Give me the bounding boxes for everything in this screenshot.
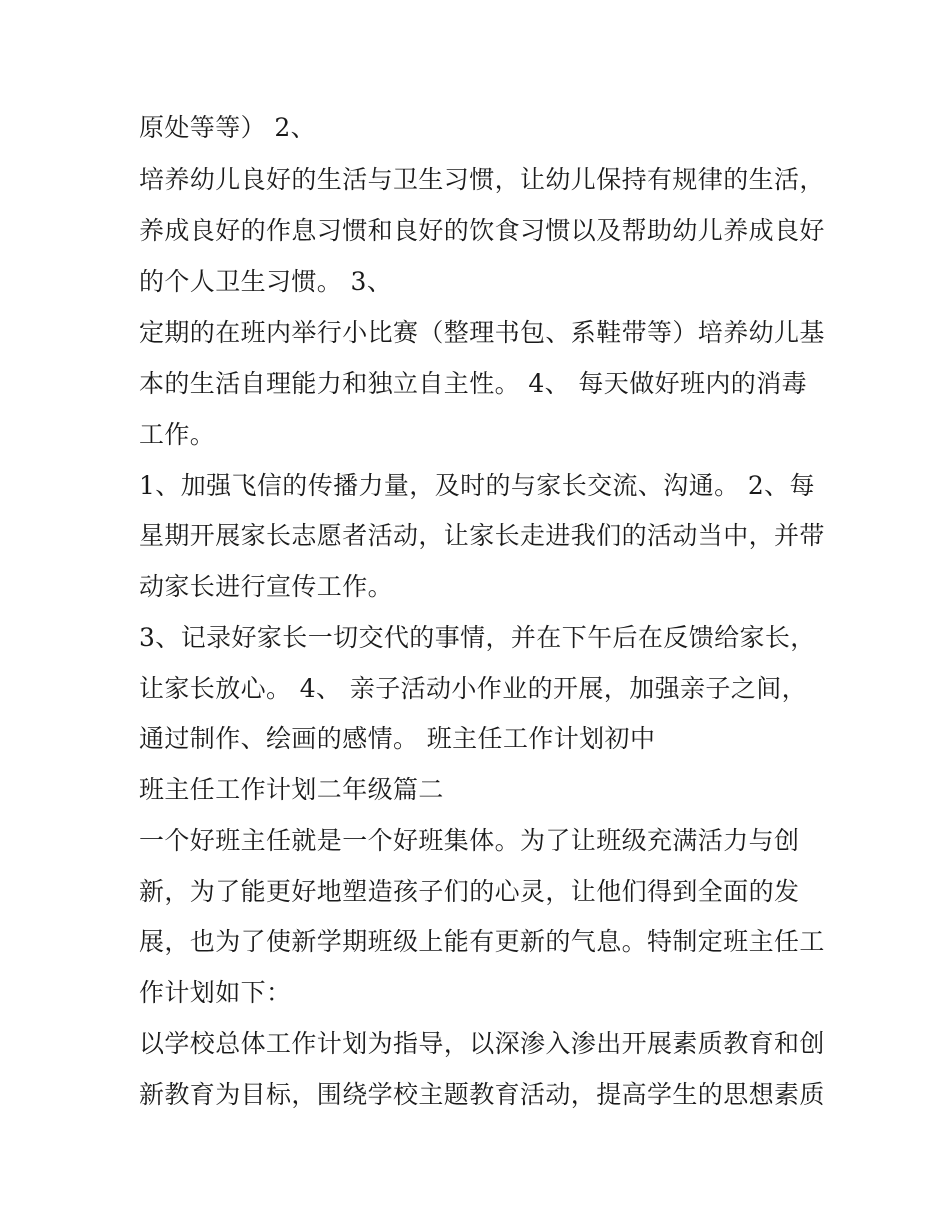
text-line-4: 的个人卫生习惯。 3、 [139,267,393,296]
text-line-18: 作计划如下： [139,978,292,1007]
text-line-15: 一个好班主任就是一个好班集体。为了让班级充满活力与创 [139,826,800,855]
text-line-5: 定期的在班内举行小比赛（整理书包、系鞋带等）培养幼儿基 [139,318,825,347]
text-line-9: 星期开展家长志愿者活动，让家长走进我们的活动当中，并带 [139,521,825,550]
text-line-2: 培养幼儿良好的生活与卫生习惯，让幼儿保持有规律的生活， [139,165,825,194]
text-line-7: 工作。 [139,420,216,449]
text-line-19: 以学校总体工作计划为指导，以深渗入渗出开展素质教育和创 [139,1029,825,1058]
text-line-16: 新，为了能更好地塑造孩子们的心灵，让他们得到全面的发 [139,877,800,906]
text-line-14: 班主任工作计划二年级篇二 [139,775,444,804]
text-line-8: 1、加强飞信的传播力量，及时的与家长交流、沟通。 2、每 [139,471,815,500]
text-line-6: 本的生活自理能力和独立自主性。 4、 每天做好班内的消毒 [139,369,808,398]
text-line-11: 3、记录好家长一切交代的事情，并在下午后在反馈给家长， [139,623,816,652]
text-line-17: 展，也为了使新学期班级上能有更新的气息。特制定班主任工 [139,927,825,956]
text-line-20: 新教育为目标，围绕学校主题教育活动，提高学生的思想素质 [139,1080,825,1109]
text-line-13: 通过制作、绘画的感情。 班主任工作计划初中 [139,724,656,753]
text-line-1: 原处等等） 2、 [139,113,317,142]
text-line-10: 动家长进行宣传工作。 [139,572,394,601]
text-line-12: 让家长放心。 4、 亲子活动小作业的开展，加强亲子之间， [139,674,808,703]
text-line-3: 养成良好的作息习惯和良好的饮食习惯以及帮助幼儿养成良好 [139,216,825,245]
